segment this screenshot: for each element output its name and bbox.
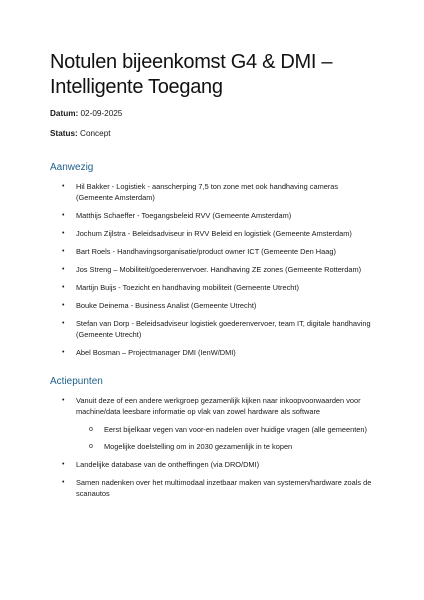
attendee-item (62, 264, 380, 275)
attendee-item (62, 347, 380, 358)
attendee-text: Martijn Buijs - Toezicht en handhaving mobiliteit (Gemeente Utrecht) (76, 283, 299, 292)
action-text: Landelijke database van de ontheffingen (via DRO/DMI) (76, 460, 260, 469)
attendee-item (62, 181, 380, 203)
attendee-item (62, 300, 380, 311)
attendee-text: Stefan van Dorp - Beleidsadviseur logistiek goederenvervoer, team IT, digitale handhaving (Gemeente Utrecht) (76, 319, 371, 339)
date-value: 02-09-2025 (80, 109, 123, 118)
attendee-text: Matthijs Schaeffer - Toegangsbeleid RVV (Gemeente Amsterdam) (76, 211, 292, 220)
attendee-item (62, 228, 380, 239)
action-item (62, 459, 380, 470)
sub-bullet-icon: o (89, 426, 93, 433)
action-text: Vanuit deze of een andere werkgroep gezamenlijk kijken naar inkoopvoorwaarden voor machine/data leesbare informatie op vlak van zowel hardware als software (76, 396, 361, 416)
bullet-icon: • (62, 397, 65, 404)
attendee-item (62, 282, 380, 293)
attendee-text: Jos Streng – Mobiliteit/goederenvervoer. Handhaving ZE zones (Gemeente Rotterdam) (76, 265, 362, 274)
bullet-icon: • (62, 183, 65, 190)
bullet-icon: • (62, 479, 65, 486)
status-label: Status: (50, 129, 78, 138)
bullet-icon: • (62, 266, 65, 273)
action-item (62, 395, 380, 452)
date-label: Datum: (50, 109, 79, 118)
action-item (62, 477, 380, 499)
action-list (50, 395, 380, 499)
document-title-line-2: Intelligente Toegang (50, 76, 223, 98)
section-heading-aanwezig: Aanwezig (50, 162, 94, 173)
bullet-icon: • (62, 461, 65, 468)
attendee-list (50, 181, 380, 358)
bullet-icon: • (62, 230, 65, 237)
status-value: Concept (80, 129, 111, 138)
action-subitem (89, 424, 376, 435)
attendee-text: Jochum Zijlstra - Beleidsadviseur in RVV Beleid en logistiek (Gemeente Amsterdam) (76, 229, 352, 238)
action-subitem (89, 441, 376, 452)
action-text: Samen nadenken over het multimodaal inzetbaar maken van systemen/hardware zoals de scanautos (76, 478, 372, 498)
section-spacer (50, 365, 380, 375)
bullet-icon: • (62, 320, 65, 327)
attendee-item (62, 210, 380, 221)
action-subitem-text: Mogelijke doelstelling om in 2030 gezamenlijk in te kopen (104, 442, 293, 451)
bullet-icon: • (62, 248, 65, 255)
section-heading-actiepunten: Actiepunten (50, 376, 103, 387)
attendee-text: Bart Roels - Handhavingsorganisatie/product owner ICT (Gemeente Den Haag) (76, 247, 336, 256)
attendee-item (62, 246, 380, 257)
bullet-icon: • (62, 212, 65, 219)
action-subitem-text: Eerst bijelkaar vegen van voor-en nadelen over huidige vragen (alle gemeenten) (104, 425, 367, 434)
bullet-icon: • (62, 302, 65, 309)
meta-status (50, 128, 380, 139)
bullet-icon: • (62, 284, 65, 291)
document-title (50, 50, 380, 100)
document-title-line-1: Notulen bijeenkomst G4 & DMI – (50, 51, 333, 73)
bullet-icon: • (62, 349, 65, 356)
action-sublist (76, 424, 376, 452)
attendee-text: Bouke Deinema - Business Analist (Gemeente Utrecht) (76, 301, 257, 310)
sub-bullet-icon: o (89, 443, 93, 450)
attendee-item (62, 318, 380, 340)
attendee-text: Hil Bakker - Logistiek - aanscherping 7,5 ton zone met ook handhaving cameras (Gemeente Amsterdam) (76, 182, 339, 202)
attendee-text: Abel Bosman – Projectmanager DMI (IenW/DMI) (76, 348, 236, 357)
meta-date (50, 108, 380, 119)
